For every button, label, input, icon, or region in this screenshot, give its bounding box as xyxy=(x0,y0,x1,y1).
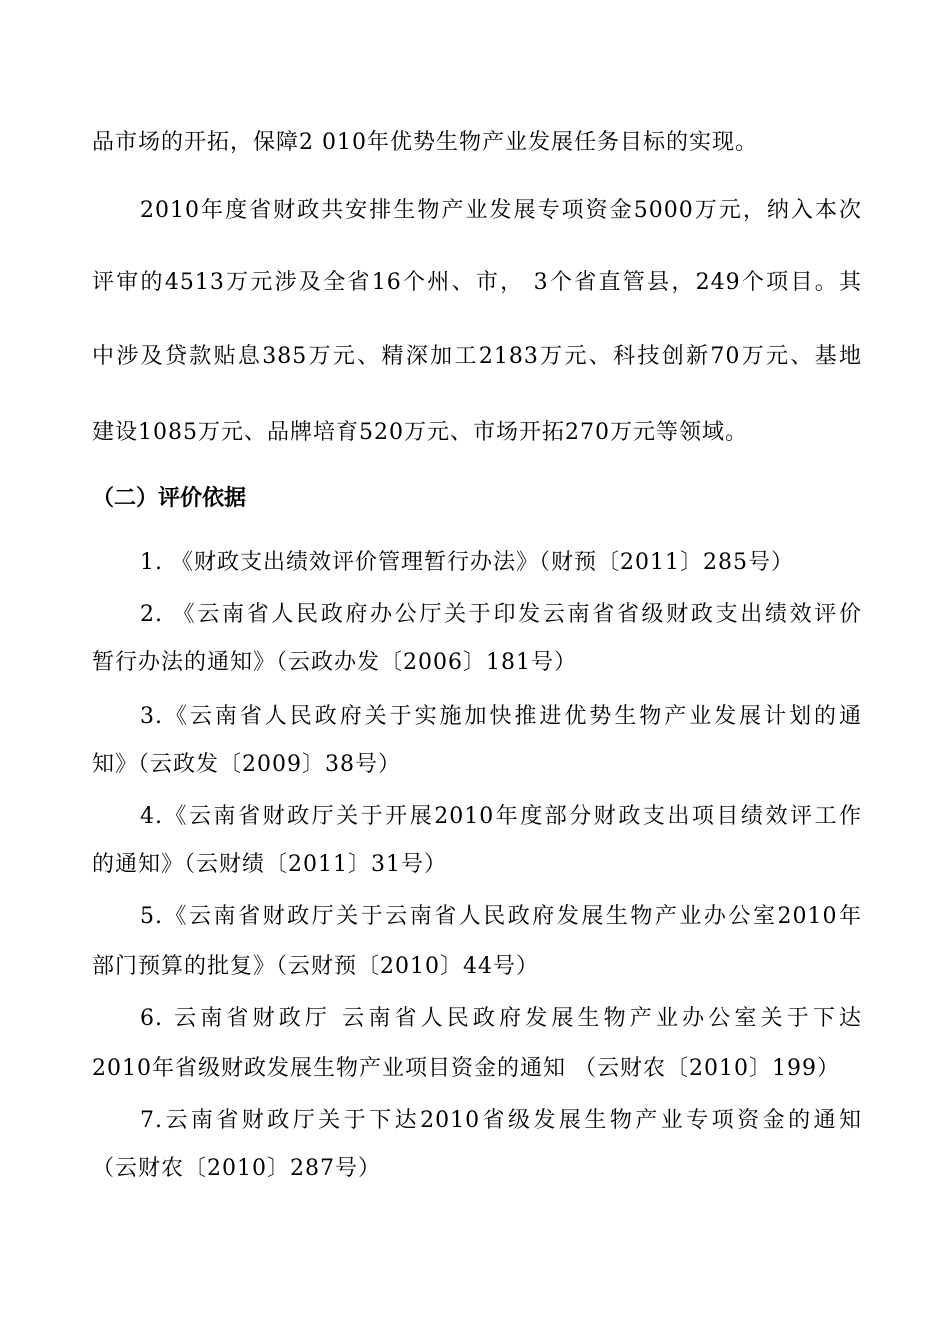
basis-item-1-line-1: 1. 《财政支出绩效评价管理暂行办法》（财预〔2011〕285号） xyxy=(140,550,794,575)
basis-item-4-line-1: 4.《云南省财政厅关于开展2010年度部分财政支出项目绩效评工作 xyxy=(140,804,862,829)
basis-item-7-line-2: （云财农〔2010〕287号） xyxy=(92,1156,381,1181)
section-heading: （二）评价依据 xyxy=(92,486,247,511)
funding-paragraph-line-4: 建设1085万元、品牌培育520万元、市场开拓270万元等领域。 xyxy=(92,420,748,445)
basis-item-6-line-2: 2010年省级财政发展生物产业项目资金的通知 （云财农〔2010〕199） xyxy=(92,1056,840,1081)
funding-paragraph-line-1: 2010年度省财政共安排生物产业发展专项资金5000万元，纳入本次 xyxy=(140,198,862,223)
basis-item-3-line-1: 3.《云南省人民政府关于实施加快推进优势生物产业发展计划的通 xyxy=(140,704,862,729)
basis-item-5-line-1: 5.《云南省财政厅关于云南省人民政府发展生物产业办公室2010年 xyxy=(140,904,862,929)
funding-paragraph-line-2: 评审的4513万元涉及全省16个州、市， 3个省直管县，249个项目。其 xyxy=(92,270,862,295)
basis-item-6-line-1: 6. 云南省财政厅 云南省人民政府发展生物产业办公室关于下达 xyxy=(140,1006,862,1031)
basis-item-4-line-2: 的通知》（云财绩〔2011〕31号） xyxy=(92,852,447,877)
basis-item-2-line-1: 2. 《云南省人民政府办公厅关于印发云南省省级财政支出绩效评价 xyxy=(140,602,862,627)
basis-item-7-line-1: 7.云南省财政厅关于下达2010省级发展生物产业专项资金的通知 xyxy=(140,1108,862,1133)
paragraph-intro-tail: 品市场的开拓，保障2 010年优势生物产业发展任务目标的实现。 xyxy=(92,130,758,155)
basis-item-3-line-2: 知》（云政发〔2009〕38号） xyxy=(92,752,401,777)
basis-item-2-line-2: 暂行办法的通知》（云政办发〔2006〕181号） xyxy=(92,650,577,675)
basis-item-5-line-2: 部门预算的批复》（云财预〔2010〕44号） xyxy=(92,954,539,979)
funding-paragraph-line-3: 中涉及贷款贴息385万元、精深加工2183万元、科技创新70万元、基地 xyxy=(92,344,862,369)
